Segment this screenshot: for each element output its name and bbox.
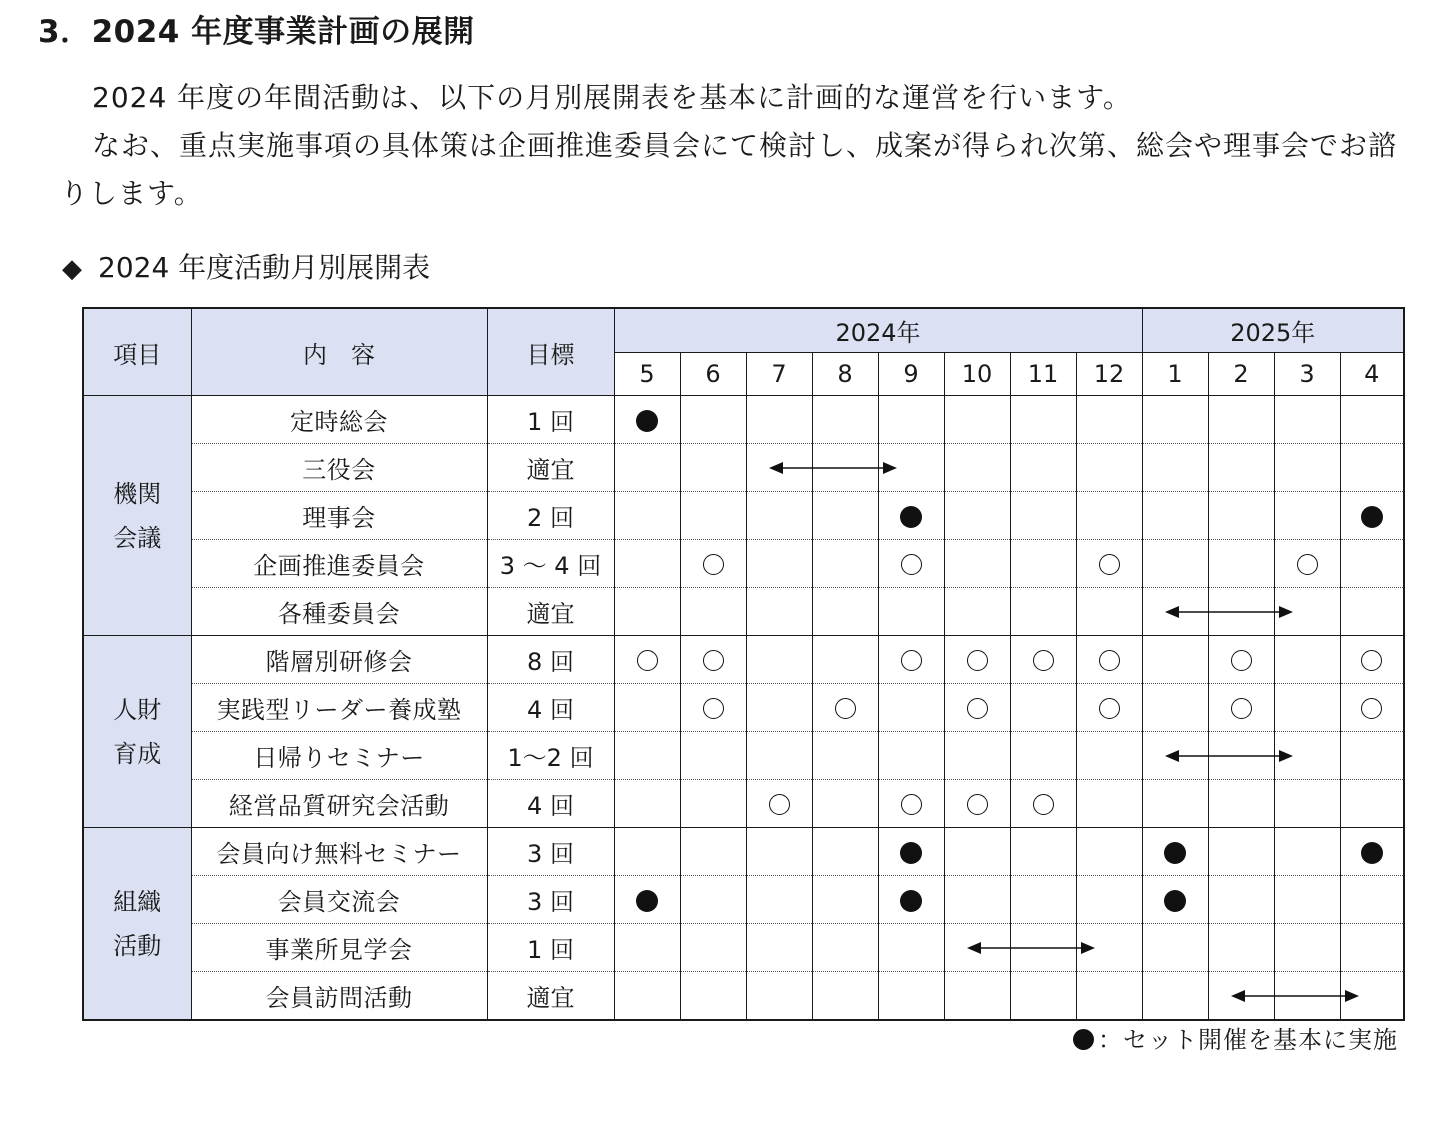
month-cell <box>944 540 1010 588</box>
month-cell <box>1142 972 1208 1021</box>
month-cell <box>1208 924 1274 972</box>
open-circle-icon <box>1231 698 1252 719</box>
month-cell <box>812 828 878 876</box>
month-cell <box>1274 924 1340 972</box>
month-cell <box>878 828 944 876</box>
open-circle-icon <box>1231 650 1252 671</box>
month-cell <box>1010 732 1076 780</box>
open-circle-icon <box>1361 650 1382 671</box>
month-cell <box>944 684 1010 732</box>
month-cell <box>1274 828 1340 876</box>
month-cell <box>944 876 1010 924</box>
open-circle-icon <box>967 794 988 815</box>
month-cell <box>746 780 812 828</box>
month-cell <box>680 444 746 492</box>
header-month: 2 <box>1208 353 1274 396</box>
month-cell <box>1142 732 1208 780</box>
month-cell <box>812 636 878 684</box>
month-cell <box>746 396 812 444</box>
month-cell <box>812 924 878 972</box>
month-cell <box>614 588 680 636</box>
month-cell <box>1076 780 1142 828</box>
item-name: 日帰りセミナー <box>191 732 487 780</box>
table-row <box>83 540 1404 588</box>
month-cell <box>746 684 812 732</box>
filled-circle-icon <box>900 890 922 912</box>
open-circle-icon <box>901 794 922 815</box>
month-cell <box>878 492 944 540</box>
month-cell <box>1010 492 1076 540</box>
month-cell <box>812 444 878 492</box>
month-cell <box>1340 684 1404 732</box>
month-cell <box>1274 972 1340 1021</box>
month-cell <box>1274 444 1340 492</box>
item-target: 1 回 <box>487 924 614 972</box>
month-cell <box>878 972 944 1021</box>
month-cell <box>944 492 1010 540</box>
month-cell <box>1010 924 1076 972</box>
month-cell <box>878 732 944 780</box>
filled-circle-icon <box>1073 1029 1094 1050</box>
header-month: 11 <box>1010 353 1076 396</box>
filled-circle-icon <box>636 410 658 432</box>
month-cell <box>1340 540 1404 588</box>
month-cell <box>614 924 680 972</box>
open-circle-icon <box>1361 698 1382 719</box>
category-cell: 機関 会議 <box>83 396 191 636</box>
item-target: 1 回 <box>487 396 614 444</box>
table-row <box>83 924 1404 972</box>
intro-paragraph-1: 2024 年度の年間活動は、以下の月別展開表を基本に計画的な運営を行います。 <box>92 81 1132 114</box>
item-target: 3 回 <box>487 876 614 924</box>
open-circle-icon <box>1033 794 1054 815</box>
category-cell: 組織 活動 <box>83 828 191 1021</box>
table-row <box>83 876 1404 924</box>
open-circle-icon <box>835 698 856 719</box>
table-row <box>83 972 1404 1021</box>
header-month: 6 <box>680 353 746 396</box>
month-cell <box>680 684 746 732</box>
month-cell <box>1208 636 1274 684</box>
month-cell <box>614 876 680 924</box>
header-month: 4 <box>1340 353 1404 396</box>
open-circle-icon <box>703 650 724 671</box>
month-cell <box>1076 828 1142 876</box>
month-cell <box>944 972 1010 1021</box>
month-cell <box>680 636 746 684</box>
month-cell <box>1208 396 1274 444</box>
month-cell <box>1274 732 1340 780</box>
header-month: 1 <box>1142 353 1208 396</box>
header-month: 8 <box>812 353 878 396</box>
header-month: 7 <box>746 353 812 396</box>
filled-circle-icon <box>900 506 922 528</box>
month-cell <box>1340 588 1404 636</box>
month-cell <box>944 636 1010 684</box>
item-name: 三役会 <box>191 444 487 492</box>
item-target: 適宜 <box>487 444 614 492</box>
month-cell <box>1142 684 1208 732</box>
month-cell <box>746 588 812 636</box>
month-cell <box>1340 876 1404 924</box>
open-circle-icon <box>769 794 790 815</box>
month-cell <box>614 492 680 540</box>
month-cell <box>1076 732 1142 780</box>
month-cell <box>680 588 746 636</box>
item-target: 3 ～ 4 回 <box>487 540 614 588</box>
month-cell <box>680 492 746 540</box>
month-cell <box>944 780 1010 828</box>
open-circle-icon <box>1099 554 1120 575</box>
month-cell <box>680 924 746 972</box>
item-name: 階層別研修会 <box>191 636 487 684</box>
intro-paragraph-2: なお、重点実施事項の具体策は企画推進委員会にて検討し、成案が得られ次第、総会や理事会でお諮りします。 <box>60 129 1398 210</box>
month-cell <box>1076 972 1142 1021</box>
month-cell <box>1010 540 1076 588</box>
month-cell <box>1142 396 1208 444</box>
item-name: 企画推進委員会 <box>191 540 487 588</box>
table-subheading-text: 2024 年度活動月別展開表 <box>98 251 431 284</box>
month-cell <box>680 972 746 1021</box>
month-cell <box>1340 492 1404 540</box>
item-name: 会員向け無料セミナー <box>191 828 487 876</box>
month-cell <box>680 732 746 780</box>
month-cell <box>1010 828 1076 876</box>
table-row <box>83 444 1404 492</box>
month-cell <box>1142 540 1208 588</box>
month-cell <box>746 972 812 1021</box>
month-cell <box>1340 924 1404 972</box>
open-circle-icon <box>1033 650 1054 671</box>
open-circle-icon <box>637 650 658 671</box>
item-target: 8 回 <box>487 636 614 684</box>
open-circle-icon <box>703 698 724 719</box>
month-cell <box>1010 396 1076 444</box>
month-cell <box>1076 924 1142 972</box>
month-cell <box>1076 492 1142 540</box>
filled-circle-icon <box>1164 890 1186 912</box>
header-month: 10 <box>944 353 1010 396</box>
month-cell <box>746 828 812 876</box>
legend <box>1073 1020 1398 1055</box>
month-cell <box>878 396 944 444</box>
month-cell <box>1142 588 1208 636</box>
header-target: 目標 <box>487 308 614 396</box>
month-cell <box>1208 540 1274 588</box>
month-cell <box>680 828 746 876</box>
month-cell <box>944 924 1010 972</box>
month-cell <box>812 780 878 828</box>
month-cell <box>1274 540 1340 588</box>
month-cell <box>1274 780 1340 828</box>
month-cell <box>1142 492 1208 540</box>
month-cell <box>812 972 878 1021</box>
header-month: 5 <box>614 353 680 396</box>
month-cell <box>746 924 812 972</box>
table-row <box>83 492 1404 540</box>
month-cell <box>1340 396 1404 444</box>
filled-circle-icon <box>900 842 922 864</box>
month-cell <box>944 444 1010 492</box>
month-cell <box>1142 636 1208 684</box>
month-cell <box>614 732 680 780</box>
month-cell <box>1208 444 1274 492</box>
month-cell <box>878 924 944 972</box>
month-cell <box>878 588 944 636</box>
table-row <box>83 396 1404 444</box>
month-cell <box>746 636 812 684</box>
month-cell <box>680 540 746 588</box>
legend-text: ：セット開催を基本に実施 <box>1098 1026 1398 1054</box>
month-cell <box>746 876 812 924</box>
month-cell <box>1208 972 1274 1021</box>
month-cell <box>878 780 944 828</box>
open-circle-icon <box>1099 698 1120 719</box>
header-content: 内 容 <box>191 308 487 396</box>
header-month: 9 <box>878 353 944 396</box>
month-cell <box>1010 780 1076 828</box>
month-cell <box>1076 684 1142 732</box>
month-cell <box>1142 876 1208 924</box>
month-cell <box>614 972 680 1021</box>
item-name: 定時総会 <box>191 396 487 444</box>
item-target: 1～2 回 <box>487 732 614 780</box>
month-cell <box>680 876 746 924</box>
month-cell <box>1010 876 1076 924</box>
month-cell <box>1340 732 1404 780</box>
table-row <box>83 780 1404 828</box>
month-cell <box>812 492 878 540</box>
item-name: 事業所見学会 <box>191 924 487 972</box>
header-month: 12 <box>1076 353 1142 396</box>
month-cell <box>1010 444 1076 492</box>
month-cell <box>1010 588 1076 636</box>
month-cell <box>746 444 812 492</box>
table-subheading <box>62 246 430 286</box>
month-cell <box>1142 828 1208 876</box>
monthly-schedule-table <box>82 307 1405 1021</box>
month-cell <box>878 684 944 732</box>
month-cell <box>746 540 812 588</box>
month-cell <box>680 780 746 828</box>
table-row <box>83 588 1404 636</box>
month-cell <box>1274 636 1340 684</box>
item-target: 適宜 <box>487 588 614 636</box>
item-name: 会員訪問活動 <box>191 972 487 1021</box>
month-cell <box>614 396 680 444</box>
month-cell <box>812 588 878 636</box>
header-category: 項目 <box>83 308 191 396</box>
table-row <box>83 636 1404 684</box>
month-cell <box>1274 492 1340 540</box>
filled-circle-icon <box>636 890 658 912</box>
open-circle-icon <box>901 650 922 671</box>
open-circle-icon <box>1297 554 1318 575</box>
table-row <box>83 828 1404 876</box>
table-row <box>83 684 1404 732</box>
item-name: 会員交流会 <box>191 876 487 924</box>
item-name: 経営品質研究会活動 <box>191 780 487 828</box>
month-cell <box>1208 492 1274 540</box>
month-cell <box>1208 588 1274 636</box>
month-cell <box>878 876 944 924</box>
month-cell <box>1208 684 1274 732</box>
month-cell <box>1076 396 1142 444</box>
month-cell <box>1076 876 1142 924</box>
month-cell <box>1208 828 1274 876</box>
month-cell <box>1340 780 1404 828</box>
open-circle-icon <box>901 554 922 575</box>
month-cell <box>614 540 680 588</box>
open-circle-icon <box>703 554 724 575</box>
month-cell <box>1076 588 1142 636</box>
month-cell <box>878 636 944 684</box>
item-target: 3 回 <box>487 828 614 876</box>
section-heading: 3．2024 年度事業計画の展開 <box>38 14 475 50</box>
month-cell <box>1208 732 1274 780</box>
month-cell <box>614 636 680 684</box>
month-cell <box>944 588 1010 636</box>
month-cell <box>812 396 878 444</box>
item-name: 理事会 <box>191 492 487 540</box>
month-cell <box>812 540 878 588</box>
month-cell <box>1010 636 1076 684</box>
item-name: 各種委員会 <box>191 588 487 636</box>
month-cell <box>944 396 1010 444</box>
filled-circle-icon <box>1361 842 1383 864</box>
header-year-0: 2024年 <box>614 308 1142 353</box>
month-cell <box>1274 588 1340 636</box>
month-cell <box>878 444 944 492</box>
month-cell <box>1076 444 1142 492</box>
month-cell <box>1208 876 1274 924</box>
month-cell <box>1208 780 1274 828</box>
item-target: 2 回 <box>487 492 614 540</box>
filled-circle-icon <box>1361 506 1383 528</box>
month-cell <box>614 828 680 876</box>
month-cell <box>614 684 680 732</box>
header-year-1: 2025年 <box>1142 308 1404 353</box>
month-cell <box>1340 972 1404 1021</box>
month-cell <box>746 732 812 780</box>
month-cell <box>746 492 812 540</box>
category-cell: 人財 育成 <box>83 636 191 828</box>
month-cell <box>944 828 1010 876</box>
month-cell <box>1340 828 1404 876</box>
month-cell <box>1274 396 1340 444</box>
month-cell <box>1076 540 1142 588</box>
item-name: 実践型リーダー養成塾 <box>191 684 487 732</box>
month-cell <box>812 876 878 924</box>
item-target: 4 回 <box>487 684 614 732</box>
month-cell <box>1274 684 1340 732</box>
open-circle-icon <box>967 650 988 671</box>
month-cell <box>614 444 680 492</box>
month-cell <box>614 780 680 828</box>
month-cell <box>812 684 878 732</box>
month-cell <box>1076 636 1142 684</box>
month-cell <box>1142 924 1208 972</box>
item-target: 適宜 <box>487 972 614 1021</box>
header-month: 3 <box>1274 353 1340 396</box>
table-row <box>83 732 1404 780</box>
month-cell <box>680 396 746 444</box>
open-circle-icon <box>967 698 988 719</box>
month-cell <box>1340 636 1404 684</box>
diamond-bullet-icon: ◆ <box>62 254 82 284</box>
item-target: 4 回 <box>487 780 614 828</box>
open-circle-icon <box>1099 650 1120 671</box>
month-cell <box>878 540 944 588</box>
month-cell <box>1340 444 1404 492</box>
month-cell <box>1274 876 1340 924</box>
month-cell <box>1010 972 1076 1021</box>
month-cell <box>812 732 878 780</box>
filled-circle-icon <box>1164 842 1186 864</box>
month-cell <box>1142 444 1208 492</box>
month-cell <box>1142 780 1208 828</box>
month-cell <box>944 732 1010 780</box>
month-cell <box>1010 684 1076 732</box>
